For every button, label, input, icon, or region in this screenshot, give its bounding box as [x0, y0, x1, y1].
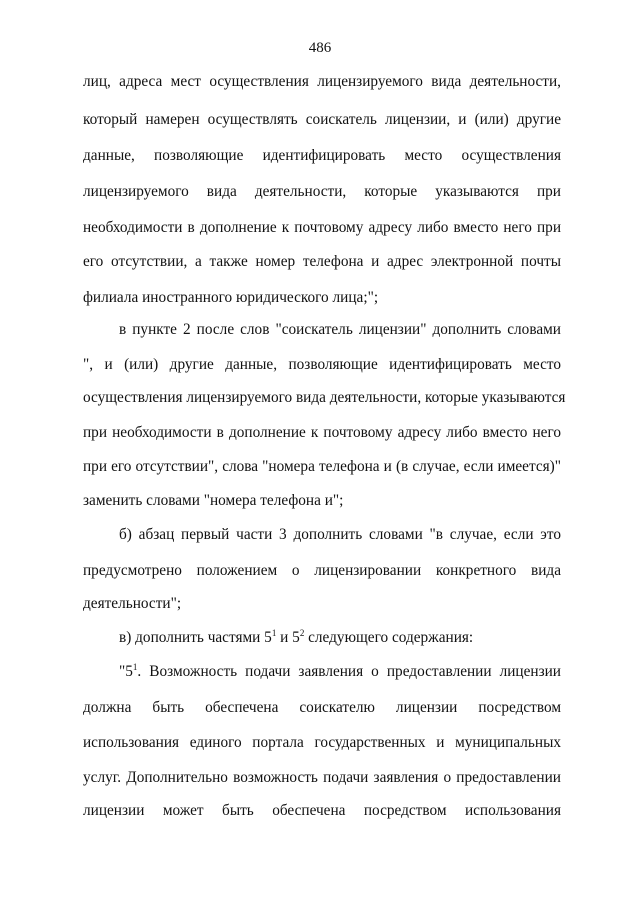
text-line: осуществления лицензируемого вида деятельности, которые указываются [83, 389, 566, 406]
text-line: лицензии может быть обеспечена посредством использования [83, 802, 561, 819]
text-line: лиц, адреса мест осуществления лицензируемого вида деятельности, [83, 73, 561, 90]
quote-line: "$5^1$. Возможность подачи заявления о предоставлении лицензии [119, 662, 561, 680]
text-line: заменить словами "номера телефона и"; [83, 492, 344, 509]
text-line: который намерен осуществлять соискатель лицензии, и (или) другие [83, 111, 561, 128]
text-line: данные, позволяющие идентифицировать место осуществления [83, 147, 561, 164]
text-line: при его отсутствии", слова "номера телефона и (в случае, если имеется)" [83, 458, 561, 475]
text-line: ", и (или) другие данные, позволяющие идентифицировать место [83, 356, 561, 373]
text-line: при необходимости в дополнение к почтовому адресу либо вместо него [83, 424, 561, 441]
text-line: использования единого портала государственных и муниципальных [83, 734, 561, 751]
text-line: в пункте 2 после слов "соискатель лицензии" дополнить словами [119, 321, 561, 338]
text-line: должна быть обеспечена соискателю лицензии посредством [83, 699, 561, 716]
text-line: услуг. Дополнительно возможность подачи заявления о предоставлении [83, 769, 561, 786]
parts-line: в) дополнить частями $5^1$ и $5^2$ следующего содержания: [119, 628, 474, 646]
text-line: его отсутствии, а также номер телефона и адрес электронной почты [83, 253, 561, 270]
text-line: деятельности"; [83, 595, 182, 612]
text-line: б) абзац первый части 3 дополнить словами "в случае, если это [119, 526, 561, 543]
text-line: лицензируемого вида деятельности, которые указываются при [83, 183, 561, 200]
text-line: предусмотрено положением о лицензировании конкретного вида [83, 562, 561, 579]
text-line: необходимости в дополнение к почтовому адресу либо вместо него при [83, 219, 561, 236]
page-number: 486 [308, 40, 332, 56]
text-line: филиала иностранного юридического лица;"; [83, 289, 379, 306]
